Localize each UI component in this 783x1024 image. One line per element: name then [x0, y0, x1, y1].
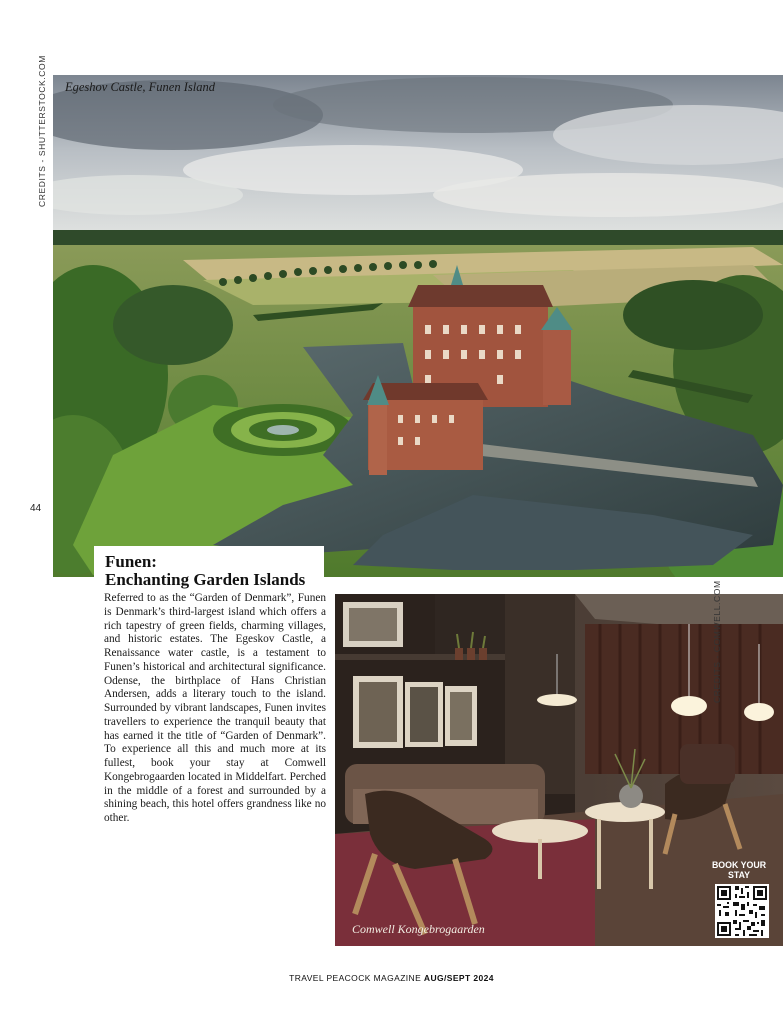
article-title-line1: Funen:: [105, 552, 157, 571]
footer-issue: AUG/SEPT 2024: [423, 973, 494, 983]
book-your-stay-label: BOOK YOUR STAY: [711, 860, 767, 880]
article-body: Referred to as the “Garden of Denmark”, Funen is Denmark’s third-largest island which offers a rich tapestry of green fields, charming villages, and historic estates. The Egeskov Castle, a Renaissance water castle, is a testament to Funen’s historical and architectural significance. Odense, the birthplace of Hans Christian Andersen, adds a literary touch to the island. Surrounded by vibrant landscapes, Funen invites travellers to experience the tranquil beauty that has earned it the title of “Garden of Denmark”. To experience all this and much more at its fullest, book your stay at Comwell Kongebrogaarden located in Middelfart. Perched in the middle of a forest and surrounded by a shining beach, this hotel offers grandness like no other.: [104, 592, 326, 824]
interior-caption: Comwell Kongebrogaarden: [352, 922, 485, 936]
hero-caption: Egeshov Castle, Funen Island: [65, 80, 215, 94]
qr-code-icon[interactable]: [715, 884, 769, 938]
page-number: 44: [30, 503, 42, 514]
article-title-line2: Enchanting Garden Islands: [105, 570, 306, 589]
hero-photo-castle: [53, 75, 783, 577]
footer-magazine-name: TRAVEL PEACOCK MAGAZINE: [289, 973, 424, 983]
article-title: [94, 546, 324, 590]
page-footer: [0, 973, 783, 983]
interior-photo-credit: CREDITS - COMWELL.COM: [712, 580, 722, 703]
castle-aerial-illustration: [53, 75, 783, 577]
qr-pattern: [715, 884, 769, 938]
hero-photo-credit: CREDITS - SHUTTERSTOCK.COM: [37, 55, 47, 207]
